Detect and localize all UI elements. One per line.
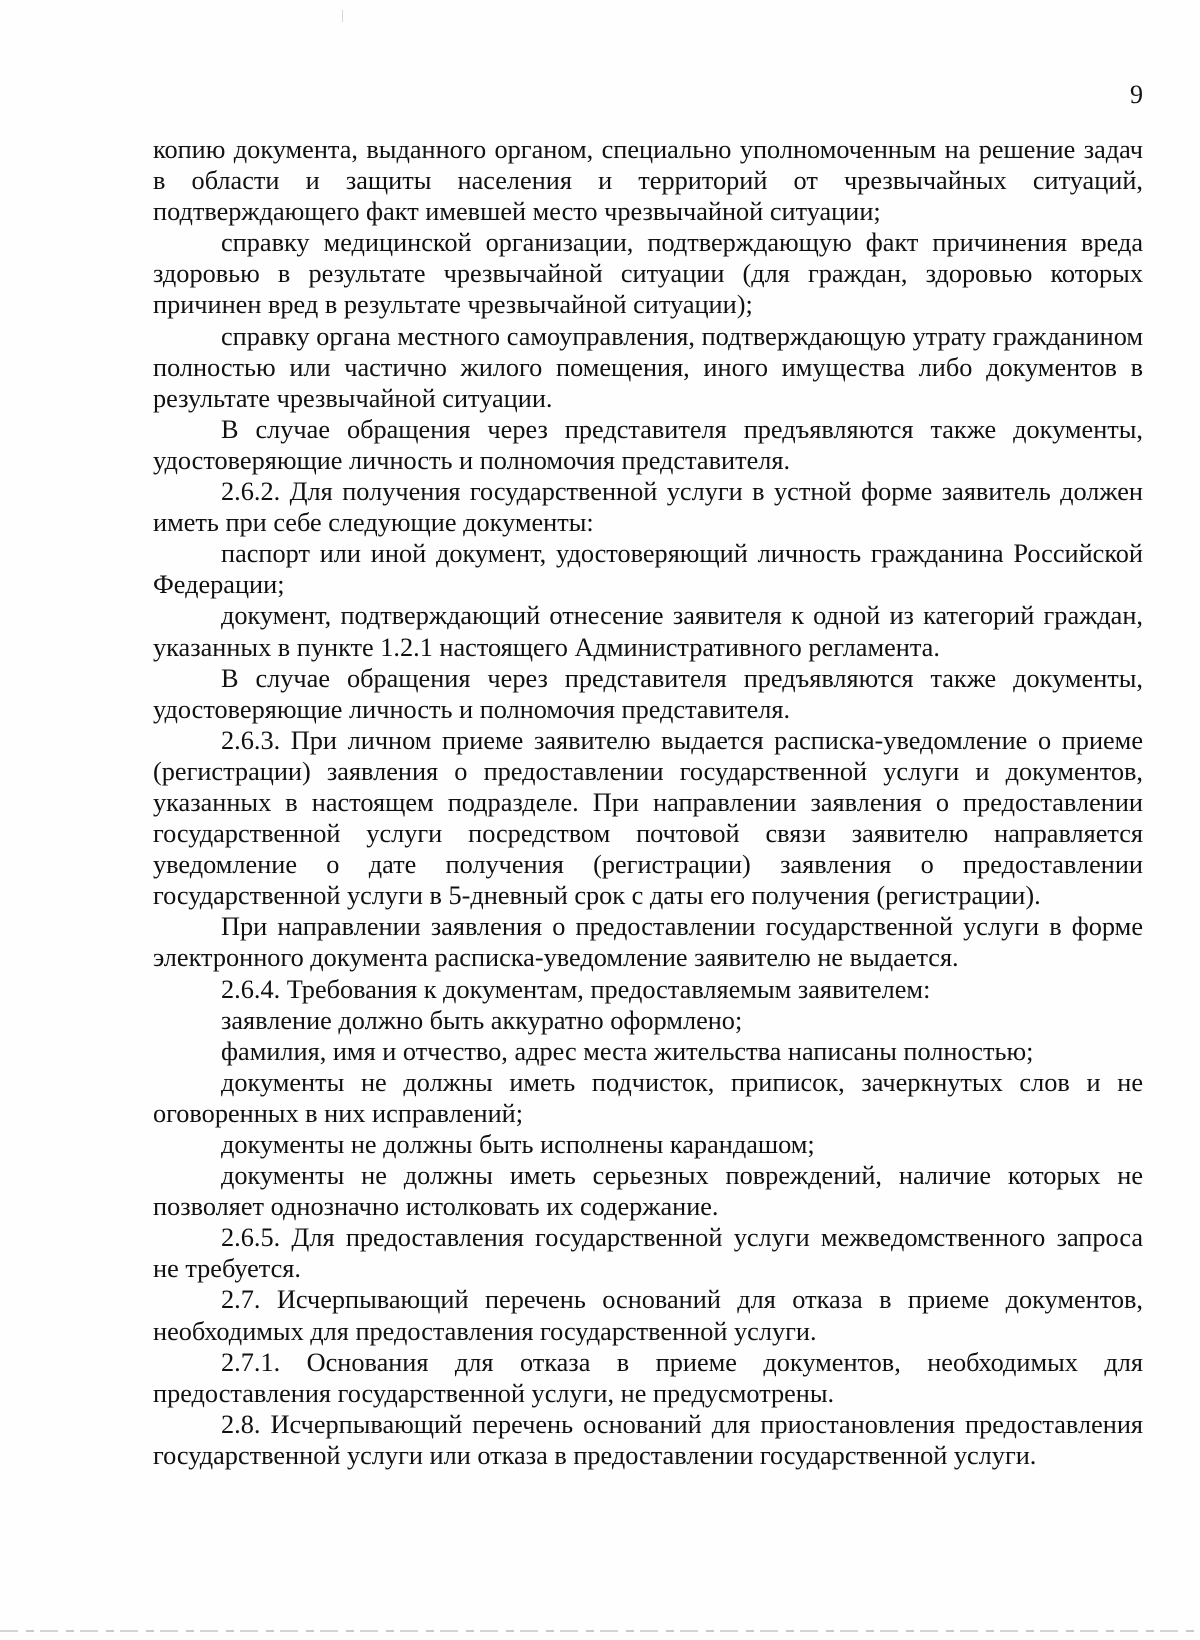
page-number: 9	[1130, 80, 1143, 109]
document-body	[153, 134, 1143, 1471]
paragraph-13: фамилия, имя и отчество, адрес места жительства написаны полностью;	[221, 1036, 1034, 1066]
paragraph-2: справку медицинской организации, подтверждающую факт причинения вреда здоровью в результате чрезвычайной ситуации (для граждан, здоровью которых причинен вред в результате чрезвычайной ситуации);	[153, 228, 1143, 320]
paragraph-15: документы не должны быть исполнены карандашом;	[221, 1130, 815, 1159]
paragraph-19: 2.7.1. Основания для отказа в приеме документов, необходимых для предоставления государственной услуги, не предусмотрены.	[153, 1347, 1143, 1408]
paragraph-8: В случае обращения через представителя предъявляются также документы, удостоверяющие личность и полномочия представителя.	[153, 663, 1143, 724]
paragraph-1: копию документа, выданного органом, специально уполномоченным на решение задач в области и защиты населения и территорий от чрезвычайных ситуаций, подтверждающего факт имевшей место чрезвычайной ситуации;	[153, 135, 1143, 227]
paragraph-16: документы не должны иметь серьезных повреждений, наличие которых не позволяет однозначно истолковать их содержание.	[153, 1161, 1143, 1222]
paragraph-11: 2.6.4. Требования к документам, предоставляемым заявителем:	[221, 974, 931, 1004]
paragraph-4: В случае обращения через представителя предъявляются также документы, удостоверяющие личность и полномочия представителя.	[153, 414, 1143, 475]
scan-artifact-top	[342, 10, 343, 22]
paragraph-14: документы не должны иметь подчисток, приписок, зачеркнутых слов и не оговоренных в них исправлений;	[153, 1067, 1143, 1128]
paragraph-7: документ, подтверждающий отнесение заявителя к одной из категорий граждан, указанных в пункте 1.2.1 настоящего Административного регламента.	[153, 601, 1143, 662]
paragraph-12: заявление должно быть аккуратно оформлено;	[221, 1005, 743, 1035]
paragraph-20: 2.8. Исчерпывающий перечень оснований для приостановления предоставления государственной услуги или отказа в предоставлении государственной услуги.	[153, 1409, 1143, 1470]
paragraph-17: 2.6.5. Для предоставления государственной услуги межведомственного запроса не требуется.	[153, 1223, 1143, 1284]
paragraph-18: 2.7. Исчерпывающий перечень оснований для отказа в приеме документов, необходимых для предоставления государственной услуги.	[153, 1285, 1143, 1346]
paragraph-10: При направлении заявления о предоставлении государственной услуги в форме электронного документа расписка-уведомление заявителю не выдается.	[153, 912, 1143, 973]
paragraph-5: 2.6.2. Для получения государственной услуги в устной форме заявитель должен иметь при себе следующие документы:	[153, 477, 1143, 538]
scan-artifact-bottom	[0, 1630, 1200, 1632]
paragraph-9: 2.6.3. При личном приеме заявителю выдается расписка-уведомление о приеме (регистрации) заявления о предоставлении государственной услуги и документов, указанных в настоящем подразделе. При направлении заявления о предоставлении государственной услуги посредством почтовой связи заявителю направляется уведомление о дате получения (регистрации) заявления о предоставлении государственной услуги в 5-дневный срок с даты его получения (регистрации).	[153, 725, 1143, 911]
paragraph-3: справку органа местного самоуправления, подтверждающую утрату гражданином полностью или частично жилого помещения, иного имущества либо документов в результате чрезвычайной ситуации.	[153, 321, 1143, 413]
paragraph-6: паспорт или иной документ, удостоверяющий личность гражданина Российской Федерации;	[153, 539, 1143, 600]
